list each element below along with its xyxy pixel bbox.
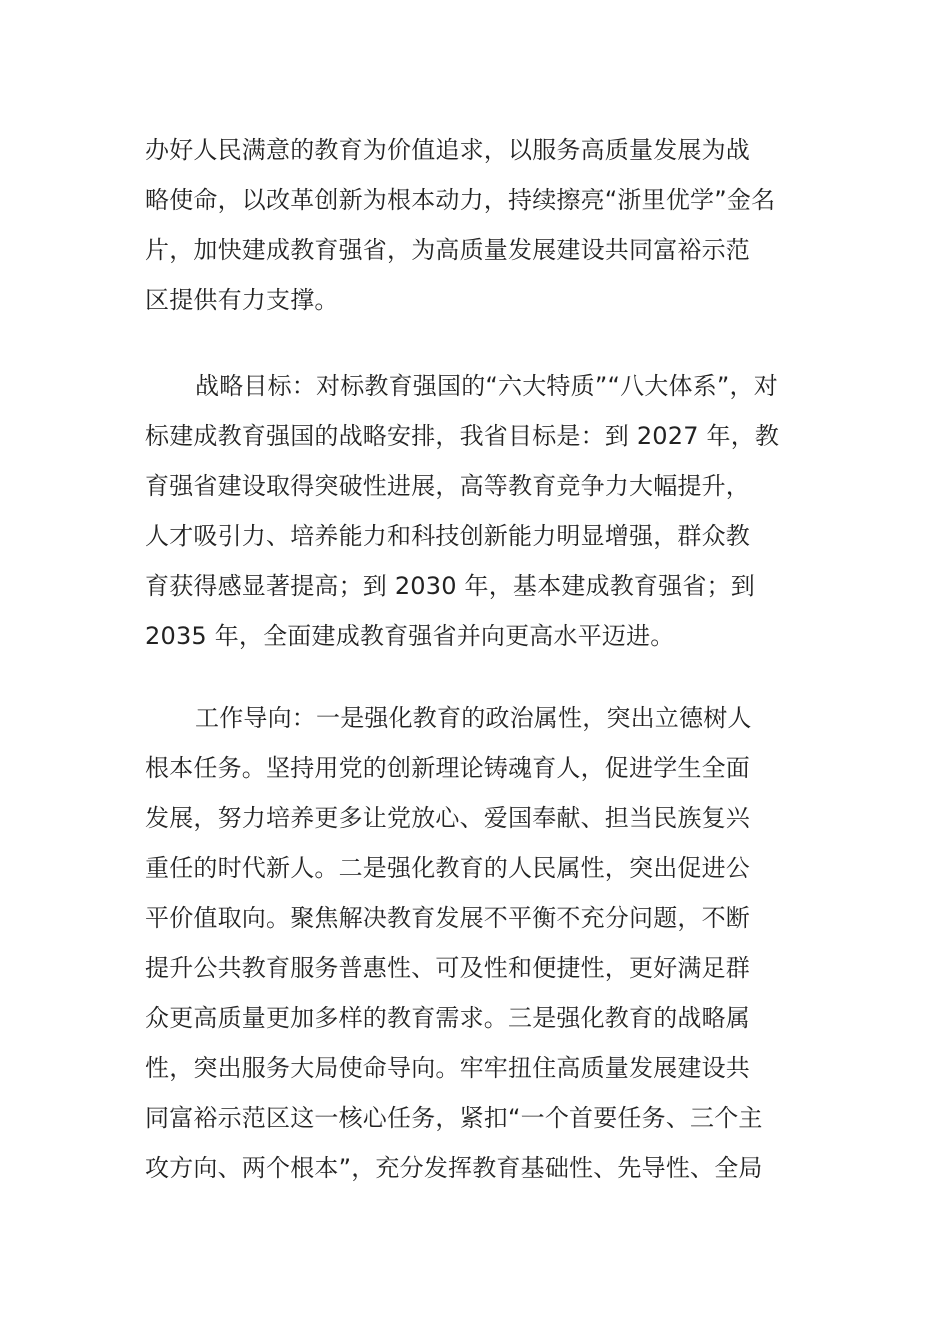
text-line: 性，突出服务大局使命导向。牢牢扭住高质量发展建设共: [145, 1054, 750, 1082]
paragraph-mission: [145, 125, 825, 325]
text-line: 发展，努力培养更多让党放心、爱国奉献、担当民族复兴: [145, 804, 750, 832]
text-line: 人才吸引力、培养能力和科技创新能力明显增强，群众教: [145, 522, 750, 550]
text-line: 育强省建设取得突破性进展，高等教育竞争力大幅提升，: [145, 472, 750, 500]
text-line: 2035 年，全面建成教育强省并向更高水平迈进。: [145, 622, 675, 650]
text-line: 工作导向：一是强化教育的政治属性，突出立德树人: [195, 704, 752, 732]
paragraph-strategic-goals: [145, 361, 825, 661]
text-line: 育获得感显著提高；到 2030 年，基本建成教育强省；到: [145, 572, 755, 600]
text-line: 根本任务。坚持用党的创新理论铸魂育人，促进学生全面: [145, 754, 750, 782]
text-line: 提升公共教育服务普惠性、可及性和便捷性，更好满足群: [145, 954, 750, 982]
text-line: 标建成教育强国的战略安排，我省目标是：到 2027 年，教: [145, 422, 780, 450]
text-line: 同富裕示范区这一核心任务，紧扣“一个首要任务、三个主: [145, 1104, 763, 1132]
text-line: 战略目标：对标教育强国的“六大特质”“八大体系”，对: [195, 372, 778, 400]
text-line: 片，加快建成教育强省，为高质量发展建设共同富裕示范: [145, 236, 750, 264]
text-line: 略使命，以改革创新为根本动力，持续擦亮“浙里优学”金名: [145, 186, 776, 214]
text-line: 众更高质量更加多样的教育需求。三是强化教育的战略属: [145, 1004, 750, 1032]
text-line: 区提供有力支撑。: [145, 286, 339, 314]
text-line: 办好人民满意的教育为价值追求，以服务高质量发展为战: [145, 136, 750, 164]
text-line: 重任的时代新人。二是强化教育的人民属性，突出促进公: [145, 854, 750, 882]
text-line: 平价值取向。聚焦解决教育发展不平衡不充分问题，不断: [145, 904, 750, 932]
paragraph-work-orientation: [145, 693, 825, 1193]
text-line: 攻方向、两个根本”，充分发挥教育基础性、先导性、全局: [145, 1154, 763, 1182]
